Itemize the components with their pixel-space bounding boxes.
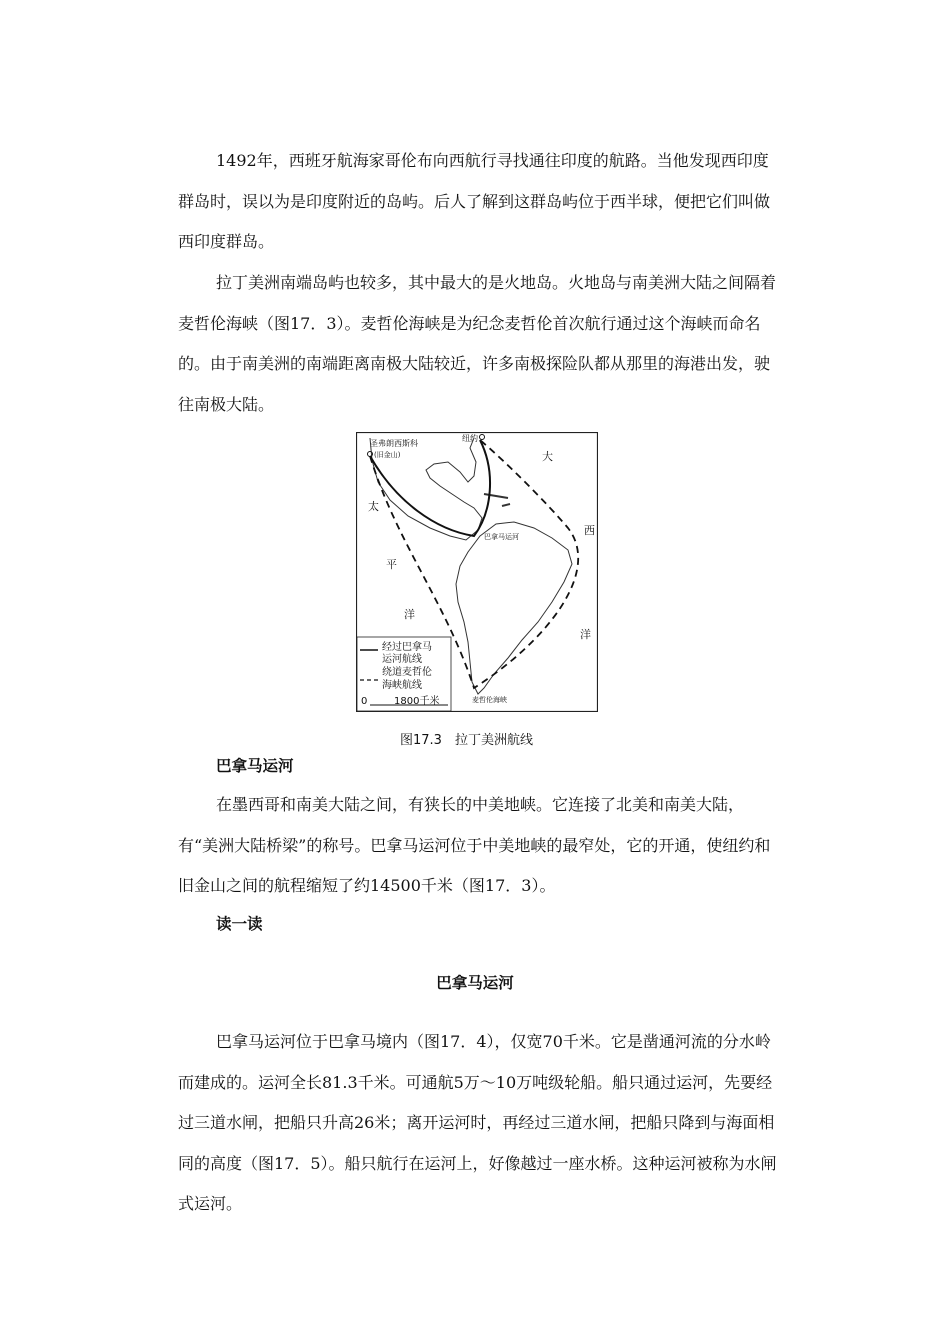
label-magellan-strait: 麦哲伦海峡: [472, 696, 507, 704]
legend-scale: 1800千米: [394, 696, 440, 707]
label-atlantic-1: 大: [542, 450, 553, 463]
legend-solid-1: 经过巴拿马: [382, 642, 432, 653]
legend-dash-1: 绕道麦哲伦: [382, 667, 432, 678]
label-atlantic-3: 洋: [580, 628, 591, 641]
paragraph-columbus: 1492年，西班牙航海家哥伦布向西航行寻找通往印度的航路。当他发现西印度群岛时，误以为是印度附近的岛屿。后人了解到这群岛屿位于西半球，便把它们叫做西印度群岛。: [178, 151, 771, 251]
legend-scale-zero: 0: [361, 696, 368, 707]
label-atlantic-2: 西: [584, 524, 595, 537]
map-legend: [357, 637, 451, 711]
legend-dash-2: 海峡航线: [382, 680, 422, 691]
label-panama-canal: 巴拿马运河: [484, 533, 519, 541]
heading-panama-canal-center: 巴拿马运河: [436, 974, 514, 992]
label-san-francisco-old: (旧金山): [374, 451, 401, 459]
label-pacific-1: 太: [368, 500, 379, 513]
paragraph-tierra-del-fuego: 拉丁美洲南端岛屿也较多，其中最大的是火地岛。火地岛与南美洲大陆之间隔着麦哲伦海峡（图17．3）。麦哲伦海峡是为纪念麦哲伦首次航行通过这个海峡而命名的。由于南美洲的南端距离南极大陆较近，许多南极探险队都从那里的海港出发，驶往南极大陆。: [178, 273, 777, 414]
paragraph-isthmus: 在墨西哥和南美大陆之间，有狭长的中美地峡。它连接了北美和南美大陆，有“美洲大陆桥梁”的称号。巴拿马运河位于中美地峡的最窄处，它的开通，使纽约和旧金山之间的航程缩短了约14500千米（图17．3）。: [178, 795, 771, 895]
label-pacific-3: 洋: [404, 608, 415, 621]
heading-panama-canal: 巴拿马运河: [216, 757, 294, 775]
figure-caption: 图17.3 拉丁美洲航线: [400, 733, 533, 748]
label-new-york: 纽约: [462, 434, 478, 443]
label-pacific-2: 平: [386, 558, 397, 571]
route-map: [356, 432, 598, 712]
figure-latin-america-routes: [356, 432, 598, 712]
paragraph-lock-canal: 巴拿马运河位于巴拿马境内（图17．4），仅宽70千米。它是凿通河流的分水岭而建成的。运河全长81.3千米。可通航5万～10万吨级轮船。船只通过运河，先要经过三道水闸，把船只升高26米；离开运河时，再经过三道水闸，把船只降到与海面相同的高度（图17．5）。船只航行在运河上，好像越过一座水桥。这种运河被称为水闸式运河。: [178, 1032, 777, 1213]
heading-read: 读一读: [216, 915, 263, 933]
label-san-francisco: 圣弗朗西斯科: [370, 439, 418, 448]
legend-solid-2: 运河航线: [382, 654, 422, 665]
